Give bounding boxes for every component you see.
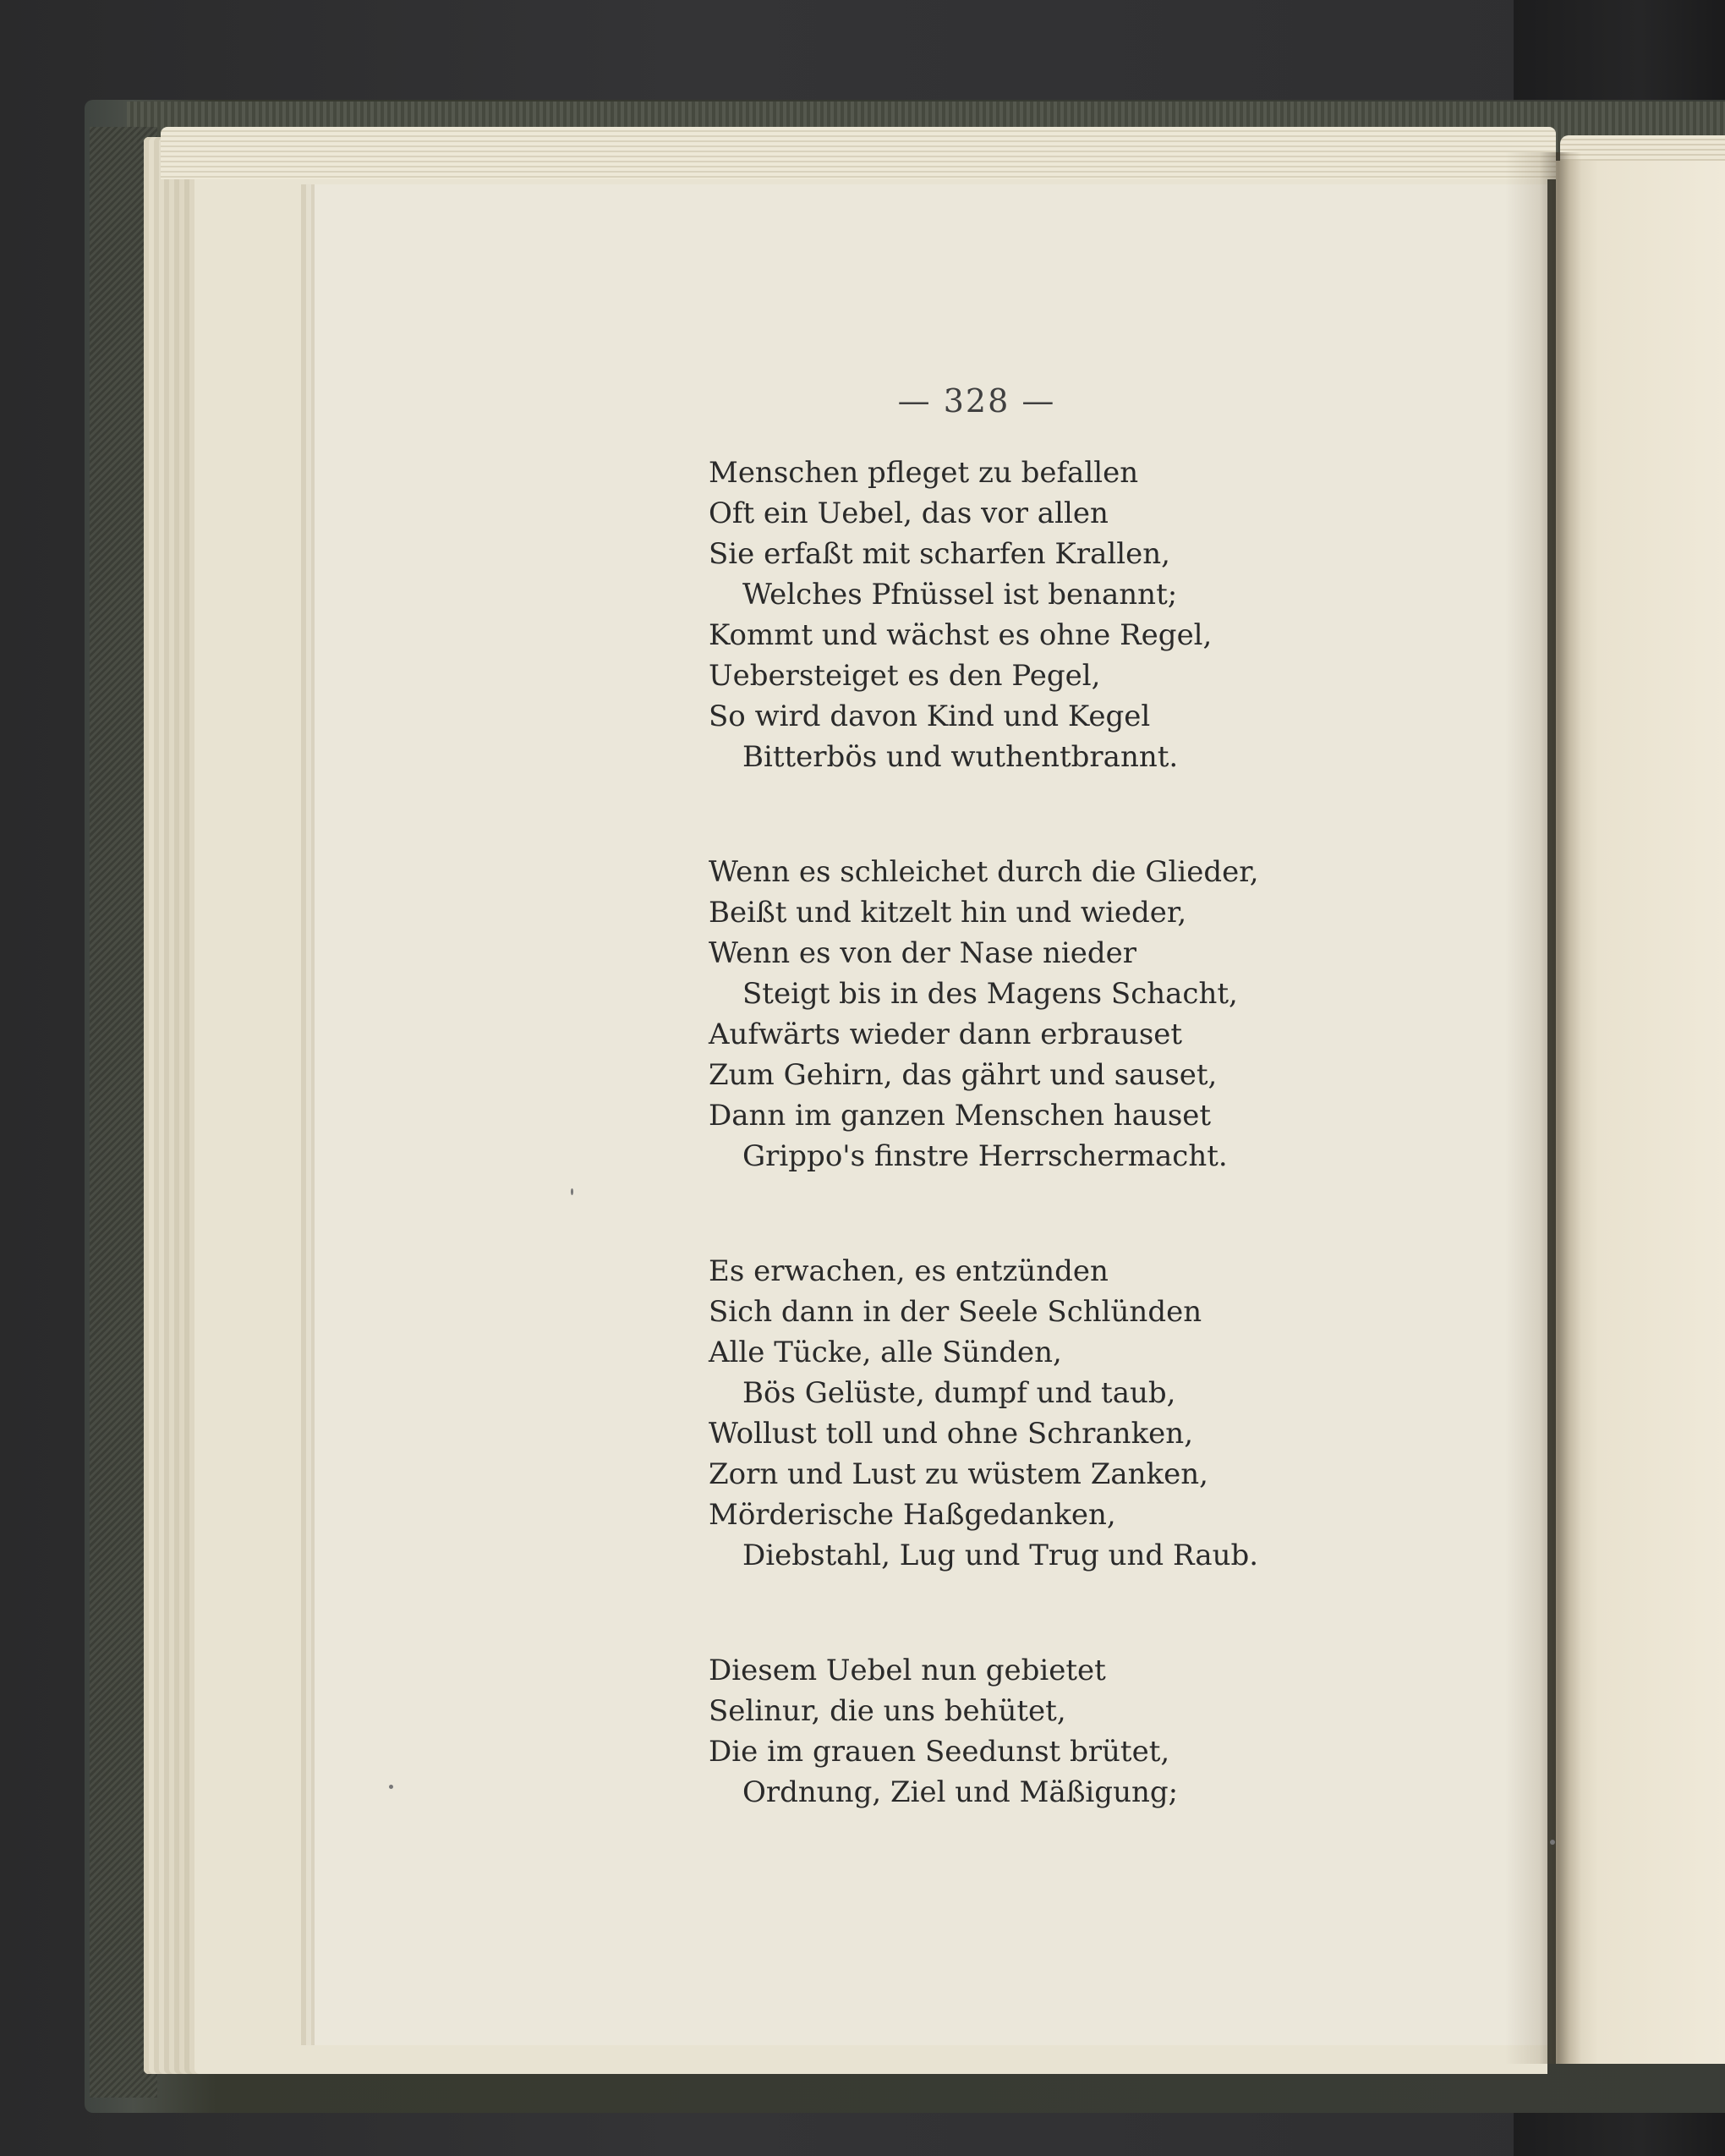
stanza — [709, 852, 1284, 1177]
stanza — [709, 1251, 1284, 1576]
poem-line: Wollust toll und ohne Schranken, — [709, 1417, 1194, 1451]
paper-speck — [1550, 1840, 1555, 1845]
poem-line: Grippo's finstre Herrschermacht. — [742, 1139, 1228, 1173]
poem-line: Dann im ganzen Menschen hauset — [709, 1099, 1212, 1133]
page-number: — 328 — — [897, 382, 1056, 420]
poem-line: Wenn es schleichet durch die Glieder, — [709, 855, 1259, 889]
poem-line: Uebersteiget es den Pegel, — [709, 659, 1101, 693]
poem-line: Es erwachen, es entzünden — [709, 1254, 1109, 1288]
poem-line: Zum Gehirn, das gährt und sauset, — [709, 1058, 1218, 1092]
poem-line: Wenn es von der Nase nieder — [709, 936, 1137, 970]
poem-line: Welches Pfnüssel ist benannt; — [742, 578, 1178, 612]
poem-line: Selinur, die uns behütet, — [709, 1694, 1066, 1728]
paper-speck — [571, 1188, 573, 1195]
poem-line: So wird davon Kind und Kegel — [709, 699, 1151, 733]
poem-line: Sie erfaßt mit scharfen Krallen, — [709, 537, 1170, 571]
poem-line: Ordnung, Ziel und Mäßigung; — [742, 1775, 1179, 1809]
poem-line: Aufwärts wieder dann erbrauset — [709, 1018, 1183, 1051]
facing-page — [1556, 161, 1725, 2064]
poem-line: Zorn und Lust zu wüstem Zanken, — [709, 1457, 1208, 1491]
poem-line: Beißt und kitzelt hin und wieder, — [709, 896, 1187, 930]
poem-line: Bitterbös und wuthentbrannt. — [742, 740, 1179, 774]
page-block-top-edges — [161, 127, 1556, 179]
poem-line: Kommt und wächst es ohne Regel, — [709, 618, 1213, 652]
poem-line: Oft ein Uebel, das vor allen — [709, 496, 1109, 530]
poem-line: Diebstahl, Lug und Trug und Raub. — [742, 1539, 1259, 1572]
poem-text — [709, 453, 1284, 1887]
poem-line: Bös Gelüste, dumpf und taub, — [742, 1376, 1176, 1410]
poem-line: Steigt bis in des Magens Schacht, — [742, 977, 1238, 1011]
poem-line: Diesem Uebel nun gebietet — [709, 1654, 1106, 1687]
page-gutter-shadow — [1505, 152, 1581, 2064]
poem-line: Die im grauen Seedunst brütet, — [709, 1735, 1170, 1769]
poem-line: Menschen pfleget zu befallen — [709, 456, 1139, 490]
poem-line: Sich dann in der Seele Schlünden — [709, 1295, 1202, 1329]
stanza — [709, 1650, 1284, 1813]
poem-line: Mörderische Haßgedanken, — [709, 1498, 1116, 1532]
paper-speck — [389, 1785, 393, 1789]
poem-line: Alle Tücke, alle Sünden, — [709, 1336, 1062, 1369]
stanza — [709, 453, 1284, 777]
